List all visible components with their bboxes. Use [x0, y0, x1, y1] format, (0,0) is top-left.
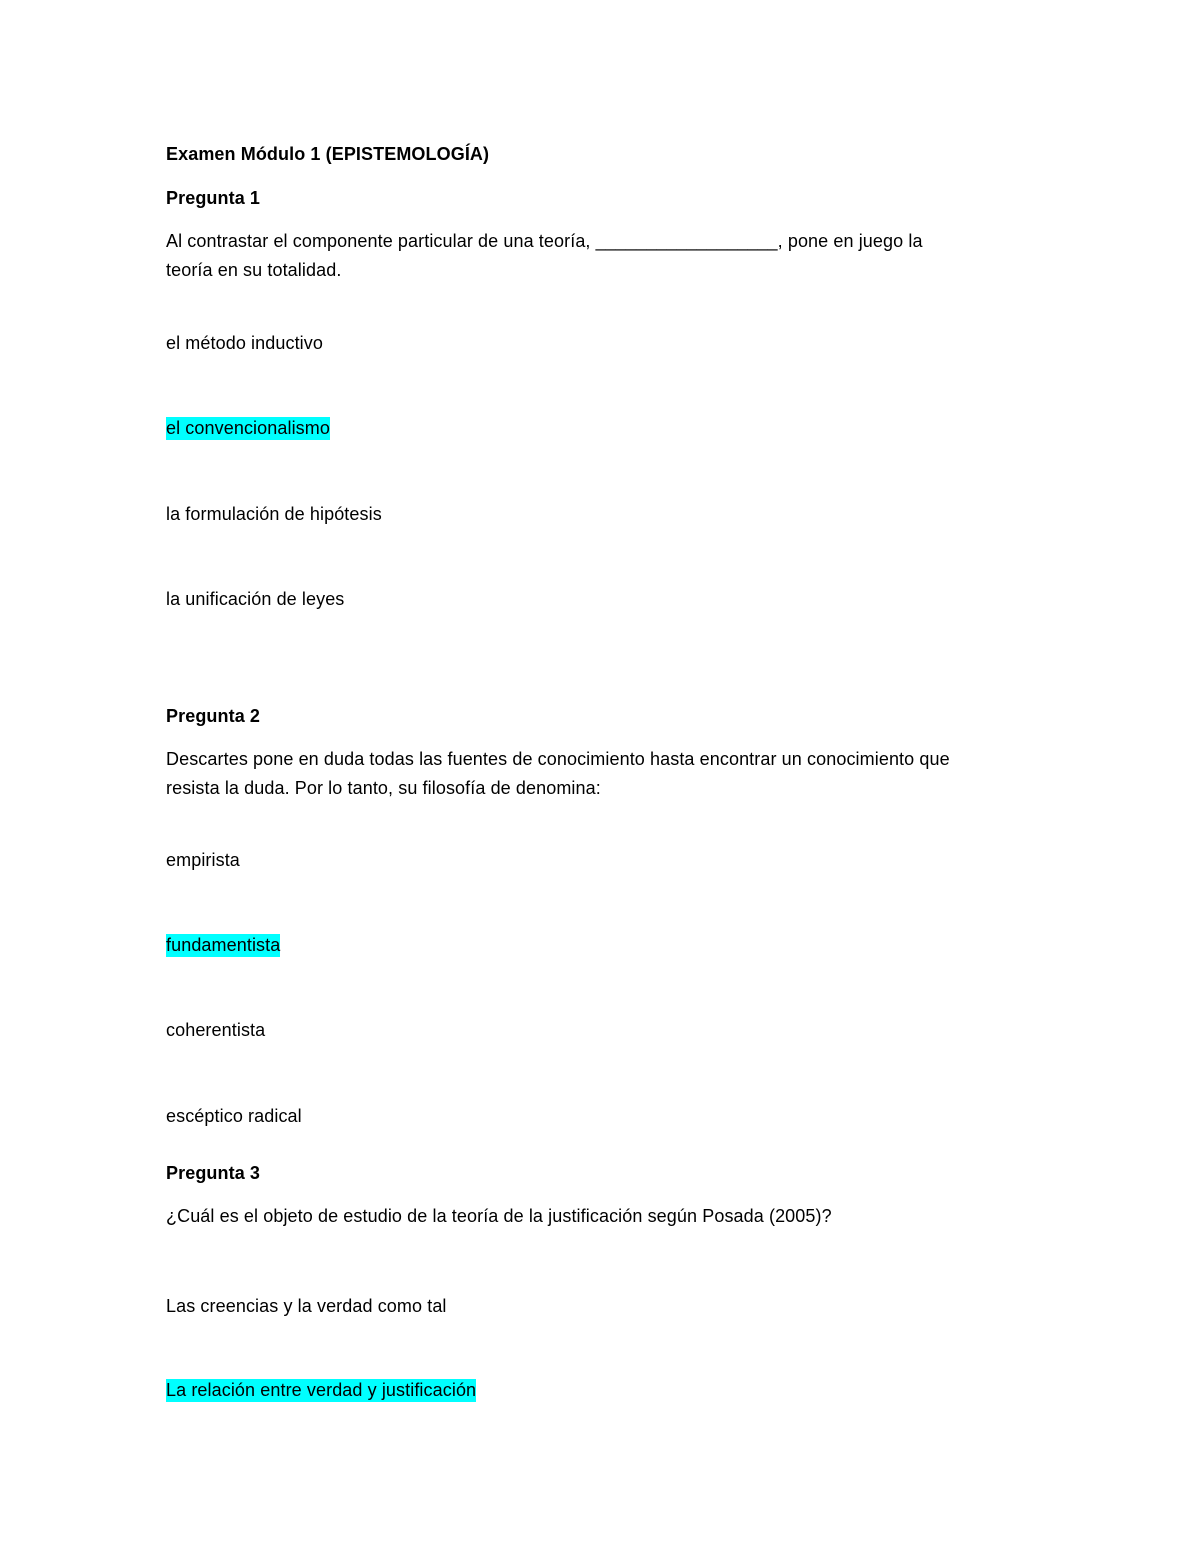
- question-3-option-2-correct: [166, 1378, 476, 1402]
- question-1-option-2-correct: [166, 416, 330, 440]
- question-3-option-1: [166, 1294, 447, 1318]
- option-text: empirista: [166, 850, 240, 870]
- option-text: escéptico radical: [166, 1106, 302, 1126]
- question-2-option-1: [166, 848, 240, 872]
- highlighted-option-text: La relación entre verdad y justificación: [166, 1380, 477, 1400]
- highlighted-option-text: el convencionalismo: [166, 418, 330, 438]
- question-1-text-line-1: Al contrastar el componente particular de una teoría, __________________, pone en juego la: [166, 231, 923, 251]
- option-text: Las creencias y la verdad como tal: [166, 1296, 447, 1316]
- question-1-label: Pregunta 1: [166, 188, 261, 208]
- question-2-label: Pregunta 2: [166, 706, 261, 726]
- question-1-option-3: [166, 502, 382, 526]
- question-2-text-line-2: resista la duda. Por lo tanto, su filosofía de denomina:: [166, 778, 601, 798]
- option-text: la formulación de hipótesis: [166, 504, 382, 524]
- highlighted-option-text: fundamentista: [166, 935, 281, 955]
- option-text: el método inductivo: [166, 333, 323, 353]
- question-2-option-4: [166, 1104, 302, 1128]
- question-1-option-4: [166, 587, 344, 611]
- question-3-text-line-1: ¿Cuál es el objeto de estudio de la teoría de la justificación según Posada (2005)?: [166, 1206, 832, 1226]
- document-title: Examen Módulo 1 (EPISTEMOLOGÍA): [166, 144, 490, 164]
- question-3-label: Pregunta 3: [166, 1163, 261, 1183]
- question-2-text-line-1: Descartes pone en duda todas las fuentes de conocimiento hasta encontrar un conocimiento que: [166, 749, 950, 769]
- question-2-option-3: [166, 1018, 265, 1042]
- question-2-option-2-correct: [166, 933, 280, 957]
- question-1-option-1: [166, 331, 323, 355]
- question-1-text-line-2: teoría en su totalidad.: [166, 260, 342, 280]
- option-text: coherentista: [166, 1020, 266, 1040]
- option-text: la unificación de leyes: [166, 589, 345, 609]
